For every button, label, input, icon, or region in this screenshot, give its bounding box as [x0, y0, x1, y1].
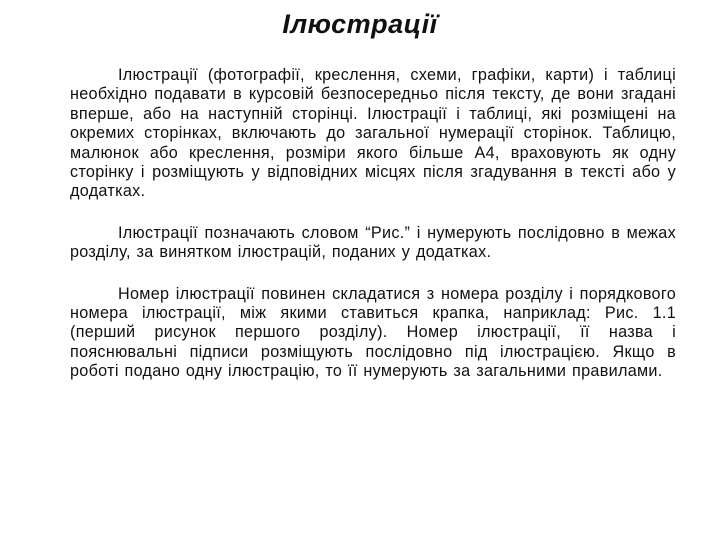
paragraph-illustrations-labeling: Ілюстрації позначають словом “Рис.” і нумерують послідовно в межах розділу, за винятком ілюстрацій, поданих у додатках.: [70, 223, 676, 262]
slide-title: Ілюстрації: [282, 9, 438, 39]
paragraph-illustrations-placement: Ілюстрації (фотографії, креслення, схеми, графіки, карти) і таблиці необхідно подавати в курсовій безпосередньо після тексту, де вони згадані вперше, або на наступній сторінці. Ілюстрації і таблиці, які розміщені на окремих сторінках, включають до загальної нумерації сторінок. Таблицю, малюнок або креслення, розміри якого більше А4, враховують як одну сторінку і розміщують у відповідних місцях після згадування в тексті або у додатках.: [70, 66, 676, 201]
slide-body: [70, 66, 676, 382]
paragraph-illustrations-numbering: Номер ілюстрації повинен складатися з номера розділу і порядкового номера ілюстрації, між якими ставиться крапка, наприклад: Рис. 1.1 (перший рисунок першого розділу). Номер ілюстрації, її назва і пояснювальні підписи розміщують послідовно під ілюстрацією. Якщо в роботі подано одну ілюстрацію, то її нумерують за загальними правилами.: [70, 284, 676, 381]
